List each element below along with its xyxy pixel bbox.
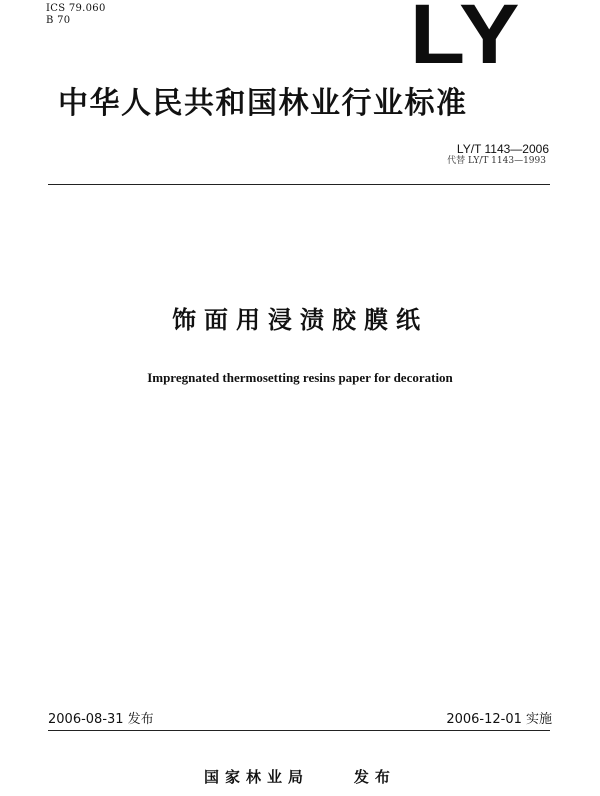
- issuing-authority: 国家林业局 发布: [204, 768, 396, 786]
- bottom-divider: [48, 730, 550, 731]
- classification-block: [46, 3, 106, 27]
- ccs-code: B 70: [46, 15, 71, 26]
- ics-code: ICS 79.060: [46, 3, 106, 14]
- replaces-standard: 代替 LY/T 1143—1993: [447, 156, 546, 166]
- document-title-chinese: 饰面用浸渍胶膜纸: [172, 306, 428, 334]
- top-divider: [48, 184, 550, 185]
- organization-title: 中华人民共和国林业行业标准: [58, 86, 468, 121]
- standard-code: LY/T 1143—2006: [456, 142, 549, 156]
- document-title-english: Impregnated thermosetting resins paper for decoration: [147, 370, 453, 385]
- effective-date: 2006-12-01 实施: [446, 712, 552, 727]
- publish-date: 2006-08-31 发布: [48, 712, 154, 727]
- ly-logo: LY: [410, 0, 522, 81]
